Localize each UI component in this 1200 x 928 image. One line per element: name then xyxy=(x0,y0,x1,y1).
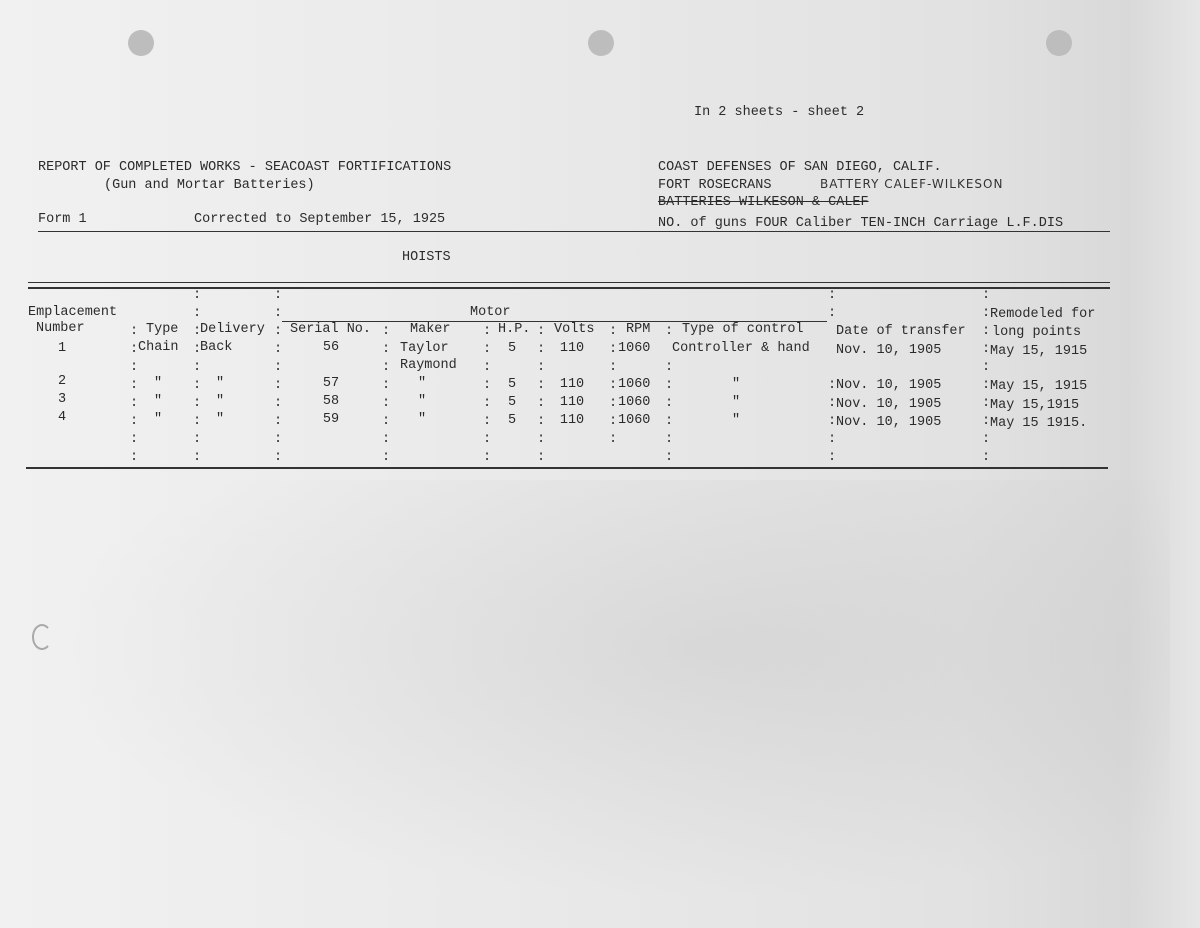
row1-number: 1 xyxy=(57,341,67,356)
column-separator-mark: : xyxy=(982,342,991,357)
punch-hole-side xyxy=(32,624,52,650)
row2-control: " xyxy=(732,377,741,392)
column-separator-mark: : xyxy=(382,324,391,339)
row2-transfer: Nov. 10, 1905 xyxy=(836,378,942,393)
column-separator-mark: : xyxy=(537,360,546,375)
column-separator-mark: : xyxy=(982,306,991,321)
column-separator-mark: : xyxy=(274,360,283,375)
column-separator-mark: : xyxy=(982,396,991,411)
column-separator-mark: : xyxy=(130,378,139,393)
column-separator-mark: : xyxy=(193,414,202,429)
row1-remodeled: May 15, 1915 xyxy=(990,344,1088,359)
row4-type: " xyxy=(154,412,163,427)
header-type: Type xyxy=(146,322,179,337)
column-separator-mark: : xyxy=(274,288,283,303)
column-separator-mark: : xyxy=(537,342,546,357)
header-number: Number xyxy=(36,321,85,336)
column-separator-mark: : xyxy=(828,396,837,411)
column-separator-mark: : xyxy=(537,432,546,447)
row3-volts: 110 xyxy=(559,395,585,410)
column-separator-mark: : xyxy=(828,306,837,321)
column-separator-mark: : xyxy=(193,450,202,465)
column-separator-mark: : xyxy=(130,324,139,339)
scan-shadow xyxy=(40,480,1170,900)
column-separator-mark: : xyxy=(982,324,991,339)
column-separator-mark: : xyxy=(609,324,618,339)
column-separator-mark: : xyxy=(537,324,546,339)
column-separator-mark: : xyxy=(828,450,837,465)
column-separator-mark: : xyxy=(665,396,674,411)
column-separator-mark: : xyxy=(274,378,283,393)
row2-rpm: 1060 xyxy=(618,377,651,392)
row4-maker: " xyxy=(418,412,427,427)
column-separator-mark: : xyxy=(130,450,139,465)
column-separator-mark: : xyxy=(130,396,139,411)
section-title: HOISTS xyxy=(402,250,451,265)
header-transfer: Date of transfer xyxy=(836,324,966,339)
column-separator-mark: : xyxy=(609,414,618,429)
column-separator-mark: : xyxy=(609,396,618,411)
row2-maker: " xyxy=(418,376,427,391)
column-separator-mark: : xyxy=(982,450,991,465)
sheet-note: In 2 sheets - sheet 2 xyxy=(694,105,865,120)
column-separator-mark: : xyxy=(193,288,202,303)
column-separator-mark: : xyxy=(382,432,391,447)
row3-maker: " xyxy=(418,394,427,409)
column-separator-mark: : xyxy=(665,414,674,429)
punch-hole-left xyxy=(128,30,154,56)
column-separator-mark: : xyxy=(193,432,202,447)
header-emplacement: Emplacement xyxy=(28,305,118,320)
column-separator-mark: : xyxy=(665,432,674,447)
column-separator-mark: : xyxy=(274,342,283,357)
column-separator-mark: : xyxy=(483,360,492,375)
column-separator-mark: : xyxy=(665,324,674,339)
report-title: REPORT OF COMPLETED WORKS - SEACOAST FORTIFICATIONS xyxy=(38,160,452,175)
row3-transfer: Nov. 10, 1905 xyxy=(836,397,942,412)
row2-delivery: " xyxy=(216,376,225,391)
header-serial: Serial No. xyxy=(290,322,372,337)
column-separator-mark: : xyxy=(382,414,391,429)
row4-serial: 59 xyxy=(322,412,340,427)
report-subtitle: (Gun and Mortar Batteries) xyxy=(104,178,315,193)
header-rpm: RPM xyxy=(626,322,651,337)
column-separator-mark: : xyxy=(483,414,492,429)
table-top-rule-2 xyxy=(28,287,1110,289)
row3-rpm: 1060 xyxy=(618,395,651,410)
header-remodeled-1: Remodeled for xyxy=(990,307,1096,322)
table-top-rule-1 xyxy=(28,282,1110,283)
column-separator-mark: : xyxy=(982,432,991,447)
row3-remodeled: May 15,1915 xyxy=(990,398,1080,413)
guns-info: NO. of guns FOUR Caliber TEN-INCH Carriage L.F.DIS xyxy=(658,216,1064,231)
row2-serial: 57 xyxy=(322,376,340,391)
column-separator-mark: : xyxy=(982,378,991,393)
row4-volts: 110 xyxy=(559,413,585,428)
header-rule xyxy=(38,231,1110,232)
row3-hp: 5 xyxy=(507,395,517,410)
column-separator-mark: : xyxy=(193,396,202,411)
column-separator-mark: : xyxy=(382,378,391,393)
column-separator-mark: : xyxy=(382,360,391,375)
column-separator-mark: : xyxy=(483,324,492,339)
column-separator-mark: : xyxy=(483,378,492,393)
row4-transfer: Nov. 10, 1905 xyxy=(836,415,942,430)
column-separator-mark: : xyxy=(982,414,991,429)
column-separator-mark: : xyxy=(382,396,391,411)
column-separator-mark: : xyxy=(274,396,283,411)
column-separator-mark: : xyxy=(193,342,202,357)
row2-volts: 110 xyxy=(559,377,585,392)
column-separator-mark: : xyxy=(828,378,837,393)
column-separator-mark: : xyxy=(982,288,991,303)
column-separator-mark: : xyxy=(193,378,202,393)
row1-maker: Taylor xyxy=(400,341,449,356)
column-separator-mark: : xyxy=(537,414,546,429)
column-separator-mark: : xyxy=(130,432,139,447)
row3-delivery: " xyxy=(216,394,225,409)
column-separator-mark: : xyxy=(193,306,202,321)
row1-delivery: Back xyxy=(200,340,233,355)
column-separator-mark: : xyxy=(609,378,618,393)
row2-type: " xyxy=(154,376,163,391)
column-separator-mark: : xyxy=(382,450,391,465)
column-separator-mark: : xyxy=(828,414,837,429)
column-separator-mark: : xyxy=(483,396,492,411)
column-separator-mark: : xyxy=(193,324,202,339)
row4-remodeled: May 15 1915. xyxy=(990,416,1088,431)
column-separator-mark: : xyxy=(609,342,618,357)
row3-control: " xyxy=(732,395,741,410)
row4-hp: 5 xyxy=(507,413,517,428)
form-number: Form 1 xyxy=(38,212,87,227)
column-separator-mark: : xyxy=(274,414,283,429)
column-separator-mark: : xyxy=(483,432,492,447)
row4-number: 4 xyxy=(57,410,67,425)
fort-name: FORT ROSECRANS xyxy=(658,178,772,193)
row2-hp: 5 xyxy=(507,377,517,392)
header-volts: Volts xyxy=(554,322,595,337)
column-separator-mark: : xyxy=(130,342,139,357)
header-remodeled-2: long points xyxy=(992,325,1082,340)
row2-number: 2 xyxy=(57,374,67,389)
column-separator-mark: : xyxy=(537,450,546,465)
struck-batteries: BATTERIES WILKESON & CALEF xyxy=(658,195,869,210)
row1-type: Chain xyxy=(138,340,179,355)
row4-rpm: 1060 xyxy=(618,413,651,428)
column-separator-mark: : xyxy=(609,432,618,447)
header-motor: Motor xyxy=(470,305,511,320)
column-separator-mark: : xyxy=(193,360,202,375)
column-separator-mark: : xyxy=(665,450,674,465)
punch-hole-right xyxy=(1046,30,1072,56)
column-separator-mark: : xyxy=(828,288,837,303)
column-separator-mark: : xyxy=(274,450,283,465)
row3-number: 3 xyxy=(57,392,67,407)
column-separator-mark: : xyxy=(274,432,283,447)
handwritten-battery: BATTERY CALEF-WILKESON xyxy=(820,177,1004,191)
column-separator-mark: : xyxy=(665,378,674,393)
column-separator-mark: : xyxy=(483,342,492,357)
column-separator-mark: : xyxy=(609,360,618,375)
row1-hp: 5 xyxy=(507,341,517,356)
row3-serial: 58 xyxy=(322,394,340,409)
row2-remodeled: May 15, 1915 xyxy=(990,379,1088,394)
row1-transfer: Nov. 10, 1905 xyxy=(836,343,942,358)
header-control: Type of control xyxy=(682,322,804,337)
column-separator-mark: : xyxy=(382,342,391,357)
column-separator-mark: : xyxy=(537,396,546,411)
punch-hole-center xyxy=(588,30,614,56)
column-separator-mark: : xyxy=(483,450,492,465)
column-separator-mark: : xyxy=(665,360,674,375)
column-separator-mark: : xyxy=(274,324,283,339)
row4-control: " xyxy=(732,413,741,428)
column-separator-mark: : xyxy=(130,360,139,375)
header-maker: Maker xyxy=(410,322,451,337)
column-separator-mark: : xyxy=(537,378,546,393)
row1-volts: 110 xyxy=(559,341,585,356)
header-delivery: Delivery xyxy=(200,322,265,337)
column-separator-mark: : xyxy=(274,306,283,321)
column-separator-mark: : xyxy=(828,432,837,447)
row1-control: Controller & hand xyxy=(672,341,810,356)
row1-serial: 56 xyxy=(322,340,340,355)
row1-rpm: 1060 xyxy=(618,341,651,356)
corrected-date: Corrected to September 15, 1925 xyxy=(194,212,446,227)
column-separator-mark: : xyxy=(982,360,991,375)
table-bottom-rule xyxy=(26,467,1108,469)
column-separator-mark: : xyxy=(130,414,139,429)
row1-maker-2: Raymond xyxy=(400,358,457,373)
header-hp: H.P. xyxy=(498,322,531,337)
district-name: COAST DEFENSES OF SAN DIEGO, CALIF. xyxy=(658,160,942,175)
row3-type: " xyxy=(154,394,163,409)
row4-delivery: " xyxy=(216,412,225,427)
